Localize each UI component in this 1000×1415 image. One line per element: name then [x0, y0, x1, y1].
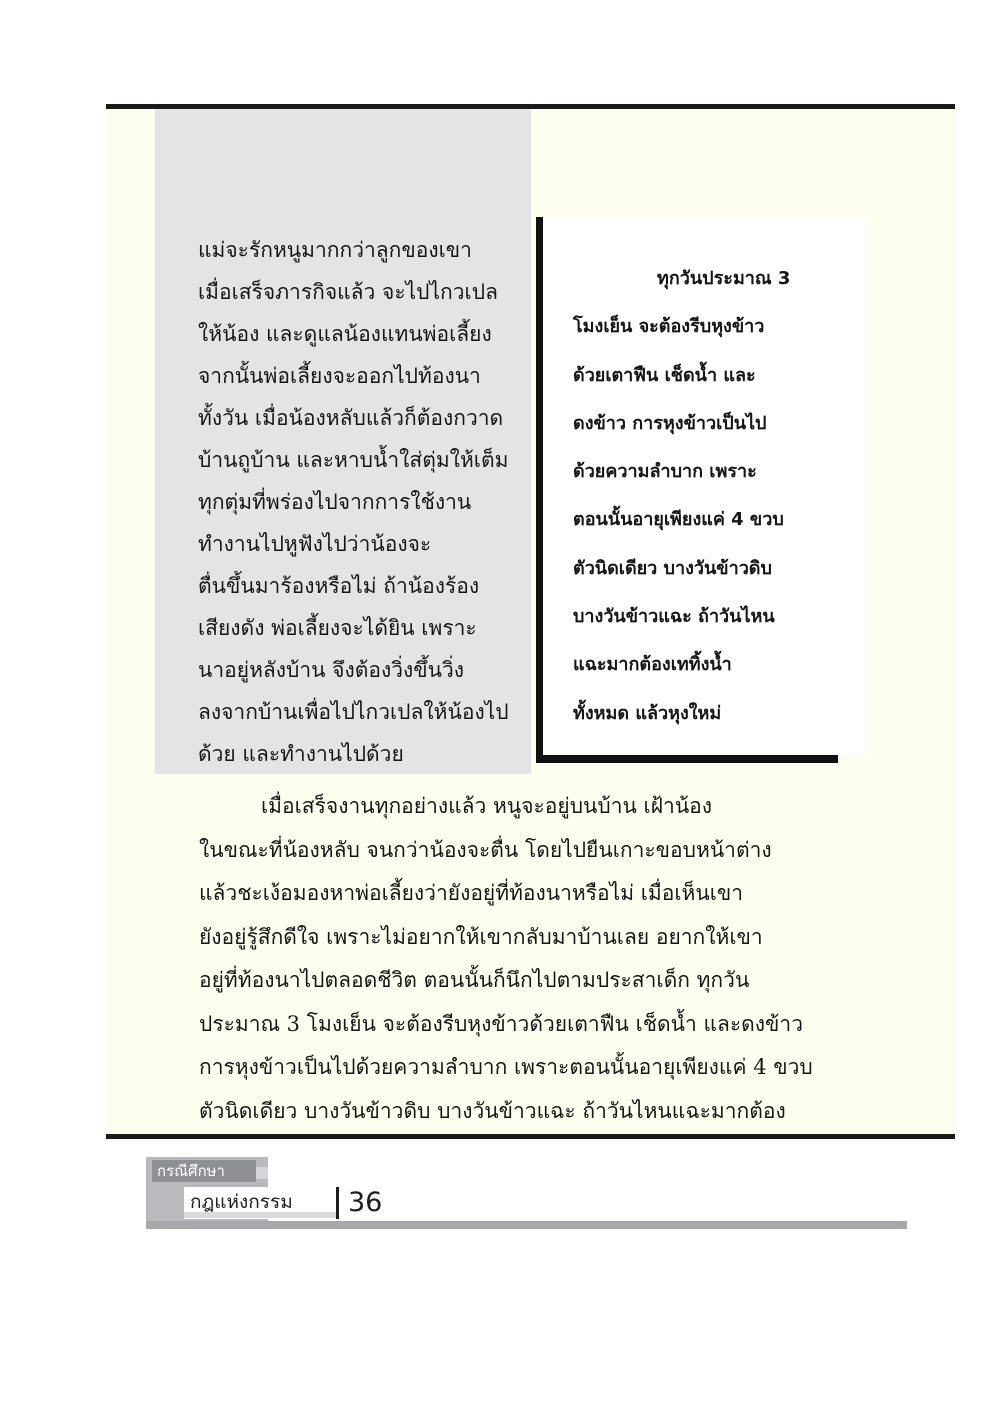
footer-tab-accent — [256, 1167, 268, 1179]
pull-quote-line: ตัวนิดเดียว บางวันข้าวดิบ — [573, 557, 772, 579]
pull-quote-line: บางวันข้าวแฉะ ถ้าวันไหน — [573, 606, 775, 628]
pull-quote-line: ทุกวันประมาณ 3 — [657, 268, 791, 289]
body-line: อยู่ที่ท้องนาไปตลอดชีวิต ตอนนั้นก็นึกไปตามประสาเด็ก ทุกวัน — [199, 968, 750, 992]
sidebar-line: เสียงดัง พ่อเลี้ยงจะได้ยิน เพราะ — [198, 616, 477, 640]
body-line: ตัวนิดเดียว บางวันข้าวดิบ บางวันข้าวแฉะ ถ้าวันไหนแฉะมากต้อง — [199, 1098, 786, 1123]
body-line: ในขณะที่น้องหลับ จนกว่าน้องจะตื่น โดยไปยืนเกาะขอบหน้าต่าง — [199, 837, 772, 862]
sidebar-line: จากนั้นพ่อเลี้ยงจะออกไปท้องนา — [198, 364, 481, 388]
sidebar-line: ด้วย และทำงานไปด้วย — [198, 742, 404, 766]
pull-quote-box — [543, 217, 865, 755]
sidebar-line: ทุกตุ่มที่พร่องไปจากการใช้งาน — [198, 490, 472, 514]
sidebar-line: บ้านถูบ้าน และหาบน้ำใส่ตุ่มให้เต็ม — [198, 448, 509, 472]
sidebar-line: ตื่นขึ้นมาร้องหรือไม่ ถ้าน้องร้อง — [198, 574, 480, 598]
body-line: แล้วชะเง้อมองหาพ่อเลี้ยงว่ายังอยู่ที่ท้องนาหรือไม่ เมื่อเห็นเขา — [199, 881, 744, 905]
pull-quote-line: ตอนนั้นอายุเพียงแค่ 4 ขวบ — [573, 509, 784, 531]
footer-category-label: กรณีศึกษา — [157, 1162, 225, 1180]
sidebar-line: ให้น้อง และดูแลน้องแทนพ่อเลี้ยง — [198, 322, 492, 346]
page-number: 36 — [348, 1187, 383, 1218]
sidebar-line: ทำงานไปหูฟังไปว่าน้องจะ — [198, 532, 432, 556]
pull-quote-line: โมงเย็น จะต้องรีบหุงข้าว — [573, 316, 765, 338]
pull-quote-line: ดงข้าว การหุงข้าวเป็นไป — [573, 412, 767, 434]
body-line: ประมาณ 3 โมงเย็น จะต้องรีบหุงข้าวด้วยเตาฟืน เช็ดน้ำ และดงข้าว — [199, 1011, 803, 1036]
body-line: เมื่อเสร็จงานทุกอย่างแล้ว หนูจะอยู่บนบ้าน เฝ้าน้อง — [261, 794, 713, 818]
body-line: การหุงข้าวเป็นไปด้วยความลำบาก เพราะตอนนั้นอายุเพียงแค่ 4 ขวบ — [199, 1055, 813, 1079]
sidebar-line: ลงจากบ้านเพื่อไปไกวเปลให้น้องไป — [198, 700, 509, 724]
body-line: ยังอยู่รู้สึกดีใจ เพราะไม่อยากให้เขากลับมาบ้านเลย อยากให้เขา — [199, 924, 763, 949]
pull-quote-text — [573, 255, 857, 738]
body-paragraph — [199, 785, 813, 1133]
pull-quote-line: ด้วยความลำบาก เพราะ — [573, 461, 757, 483]
bottom-rule — [106, 1134, 955, 1139]
sidebar-story-text — [198, 229, 528, 775]
sidebar-story-panel — [155, 109, 531, 774]
pull-quote-line: แฉะมากต้องเททิ้งน้ำ — [573, 654, 732, 676]
sidebar-line: นาอยู่หลังบ้าน จึงต้องวิ่งขึ้นวิ่ง — [198, 658, 465, 682]
pull-quote-line: ทั้งหมด แล้วหุงใหม่ — [573, 702, 722, 724]
footer-rule-bar — [146, 1221, 907, 1229]
sidebar-line: แม่จะรักหนูมากกว่าลูกของเขา — [198, 238, 472, 262]
sidebar-line: เมื่อเสร็จภารกิจแล้ว จะไปไกวเปล — [198, 280, 498, 304]
pull-quote-line: ด้วยเตาฟืน เช็ดน้ำ และ — [573, 364, 756, 386]
footer-book-title: กฎแห่งกรรม — [190, 1191, 293, 1213]
sidebar-line: ทั้งวัน เมื่อน้องหลับแล้วก็ต้องกวาด — [198, 406, 504, 430]
